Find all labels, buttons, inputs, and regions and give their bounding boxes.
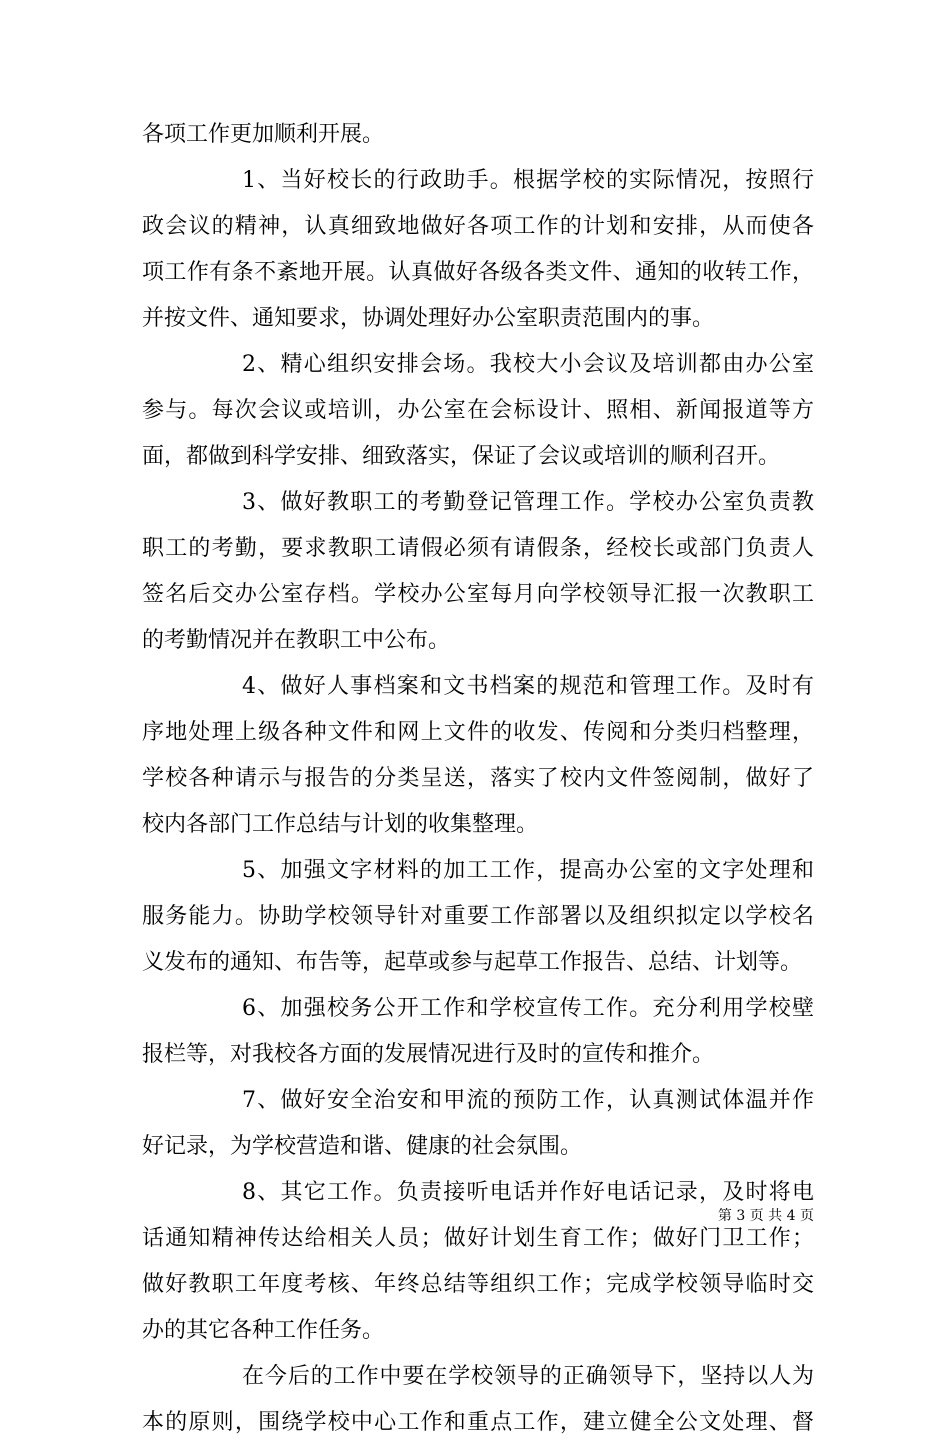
paragraph-line: 签名后交办公室存档。学校办公室每月向学校领导汇报一次教职工 <box>142 582 814 607</box>
paragraph-line: 政会议的精神，认真细致地做好各项工作的计划和安排，从而使各 <box>142 214 814 239</box>
paragraph-first-line: 在今后的工作中要在学校领导的正确领导下，坚持以人为 <box>242 1364 814 1389</box>
paragraph-line: 各项工作更加顺利开展。 <box>142 122 385 147</box>
paragraph-line: 学校各种请示与报告的分类呈送，落实了校内文件签阅制，做好了 <box>142 766 814 791</box>
paragraph-line: 并按文件、通知要求，协调处理好办公室职责范围内的事。 <box>142 306 715 331</box>
paragraph-first-line: 4、做好人事档案和文书档案的规范和管理工作。及时有 <box>242 674 814 699</box>
paragraph-first-line: 1、当好校长的行政助手。根据学校的实际情况，按照行 <box>242 168 814 193</box>
paragraph-line: 校内各部门工作总结与计划的收集整理。 <box>142 812 539 837</box>
paragraph-line: 职工的考勤，要求教职工请假必须有请假条，经校长或部门负责人 <box>142 536 814 561</box>
paragraph-first-line: 5、加强文字材料的加工工作，提高办公室的文字处理和 <box>242 858 814 883</box>
paragraph-line: 面，都做到科学安排、细致落实，保证了会议或培训的顺利召开。 <box>142 444 781 469</box>
paragraph-line: 做好教职工年度考核、年终总结等组织工作；完成学校领导临时交 <box>142 1272 814 1297</box>
paragraph-first-line: 6、加强校务公开工作和学校宣传工作。充分利用学校壁 <box>242 996 814 1021</box>
paragraph-line: 义发布的通知、布告等，起草或参与起草工作报告、总结、计划等。 <box>142 950 803 975</box>
paragraph-line: 办的其它各种工作任务。 <box>142 1318 385 1343</box>
paragraph-line: 项工作有条不紊地开展。认真做好各级各类文件、通知的收转工作， <box>142 260 814 285</box>
paragraph-line: 报栏等，对我校各方面的发展情况进行及时的宣传和推介。 <box>142 1042 715 1067</box>
page-number-footer: 第 3 页 共 4 页 <box>717 1208 814 1224</box>
paragraph-first-line: 3、做好教职工的考勤登记管理工作。学校办公室负责教 <box>242 490 814 515</box>
paragraph-line: 服务能力。协助学校领导针对重要工作部署以及组织拟定以学校名 <box>142 904 814 929</box>
paragraph-line: 本的原则，围绕学校中心工作和重点工作，建立健全公文处理、督 <box>142 1410 814 1435</box>
paragraph-line: 序地处理上级各种文件和网上文件的收发、传阅和分类归档整理， <box>142 720 814 745</box>
paragraph-line: 好记录，为学校营造和谐、健康的社会氛围。 <box>142 1134 583 1159</box>
paragraph-first-line: 8、其它工作。负责接听电话并作好电话记录，及时将电 <box>242 1180 814 1205</box>
paragraph-first-line: 2、精心组织安排会场。我校大小会议及培训都由办公室 <box>242 352 814 377</box>
paragraph-line: 参与。每次会议或培训，办公室在会标设计、照相、新闻报道等方 <box>142 398 814 423</box>
paragraph-first-line: 7、做好安全治安和甲流的预防工作，认真测试体温并作 <box>242 1088 814 1113</box>
paragraph-line: 话通知精神传达给相关人员；做好计划生育工作；做好门卫工作； <box>142 1226 814 1251</box>
paragraph-line: 的考勤情况并在教职工中公布。 <box>142 628 451 653</box>
document-body <box>142 112 814 1446</box>
